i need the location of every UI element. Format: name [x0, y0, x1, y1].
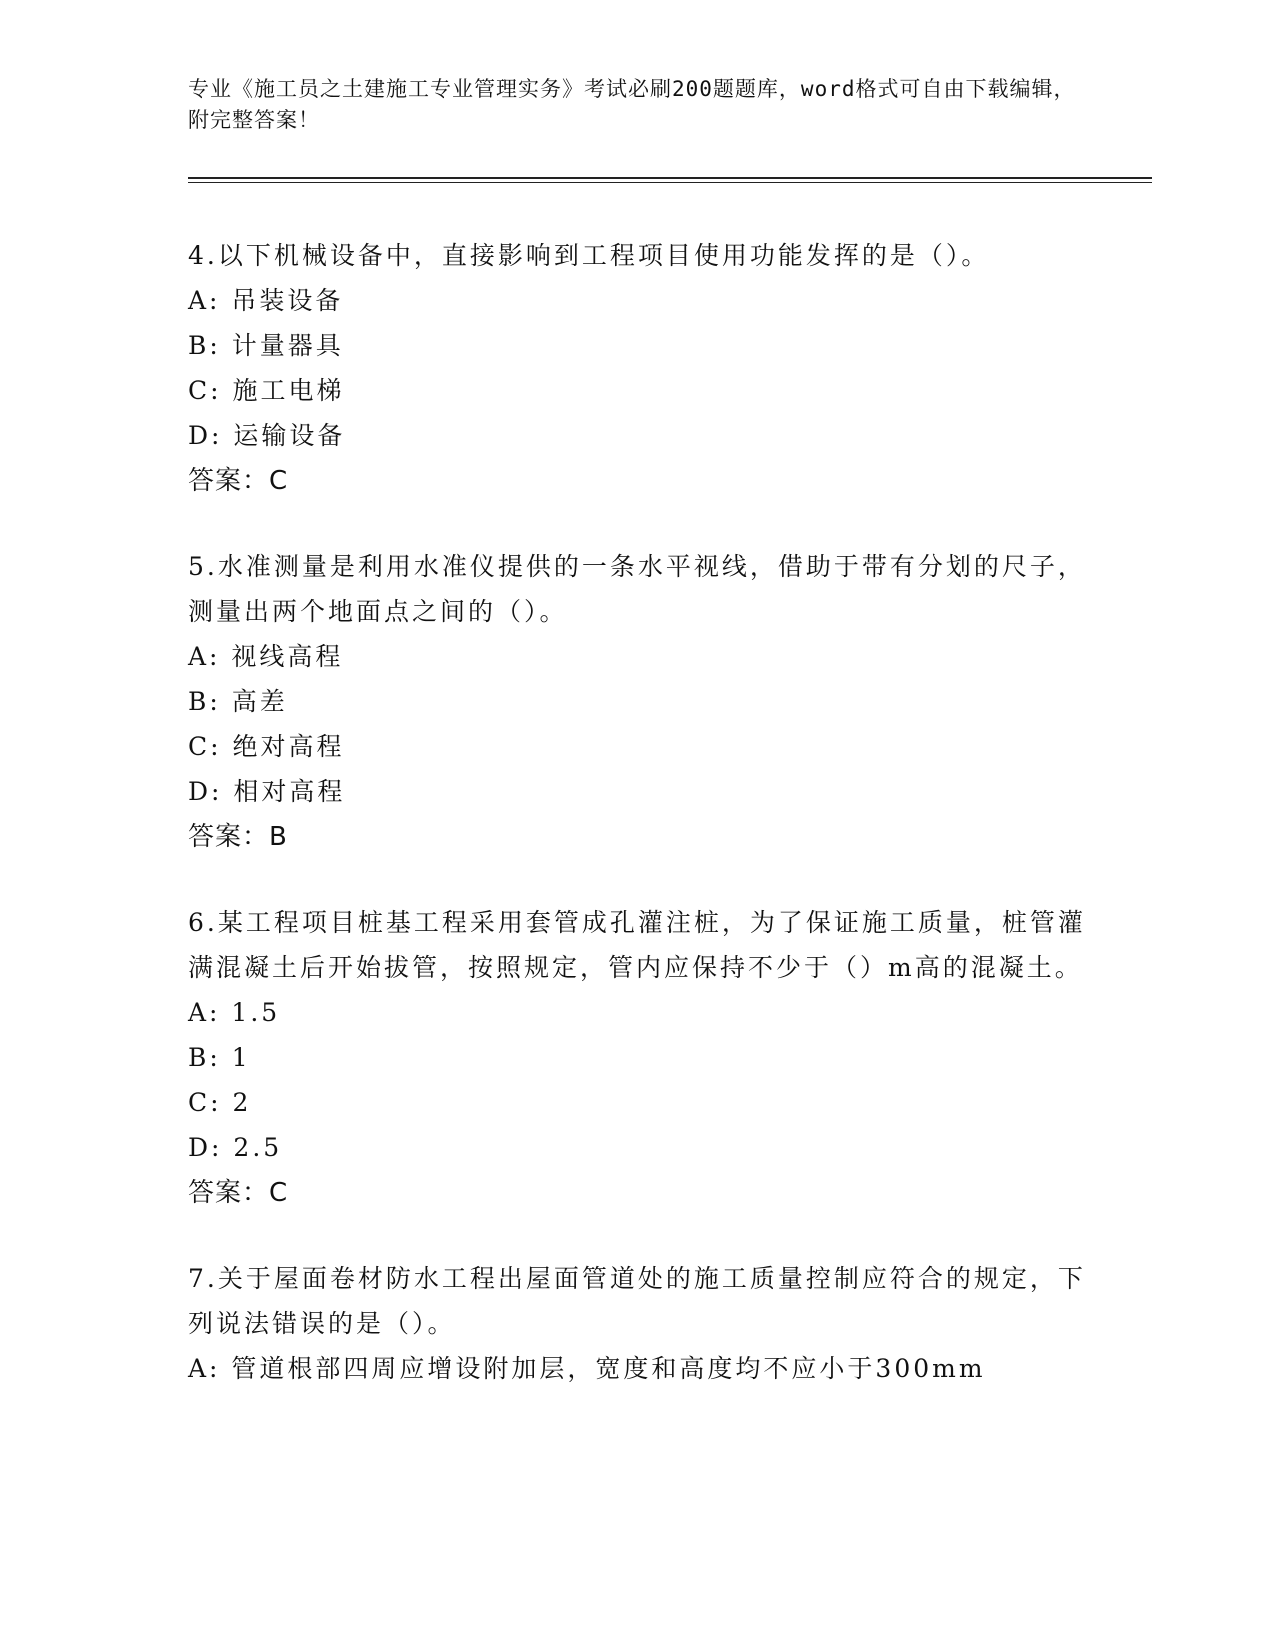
question-5 — [188, 544, 1088, 860]
option-b: B: 计量器具 — [188, 331, 344, 360]
option-b: B: 高差 — [188, 687, 288, 716]
answer: 答案：B — [188, 822, 288, 852]
option-a: A: 1.5 — [188, 998, 281, 1027]
option-c: C: 施工电梯 — [188, 376, 345, 405]
question-list — [188, 233, 1088, 1431]
option-d: D: 相对高程 — [188, 777, 346, 806]
document-header: 专业《施工员之土建施工专业管理实务》考试必刷200题题库，word格式可自由下载编辑，附完整答案！ — [188, 77, 1076, 132]
header-divider-thin — [188, 182, 1152, 183]
question-text: 5.水准测量是利用水准仪提供的一条水平视线，借助于带有分划的尺子，测量出两个地面点之间的（）。 — [188, 552, 1086, 626]
option-a: A: 视线高程 — [188, 642, 344, 671]
question-text: 7.关于屋面卷材防水工程出屋面管道处的施工质量控制应符合的规定，下列说法错误的是（）。 — [188, 1264, 1086, 1338]
answer: 答案：C — [188, 1178, 289, 1208]
answer: 答案：C — [188, 466, 289, 496]
option-b: B: 1 — [188, 1043, 251, 1072]
header-divider-thick — [188, 177, 1152, 179]
question-text: 6.某工程项目桩基工程采用套管成孔灌注桩，为了保证施工质量，桩管灌满混凝土后开始拔管，按照规定，管内应保持不少于（）m高的混凝土。 — [188, 908, 1086, 982]
question-text: 4.以下机械设备中，直接影响到工程项目使用功能发挥的是（）。 — [188, 241, 990, 270]
option-d: D: 2.5 — [188, 1133, 283, 1162]
option-c: C: 2 — [188, 1088, 252, 1117]
option-a: A: 管道根部四周应增设附加层，宽度和高度均不应小于300mm — [188, 1354, 986, 1383]
option-d: D: 运输设备 — [188, 421, 346, 450]
question-7 — [188, 1256, 1088, 1391]
question-4 — [188, 233, 1088, 504]
option-a: A: 吊装设备 — [188, 286, 344, 315]
question-6 — [188, 900, 1088, 1216]
option-c: C: 绝对高程 — [188, 732, 345, 761]
